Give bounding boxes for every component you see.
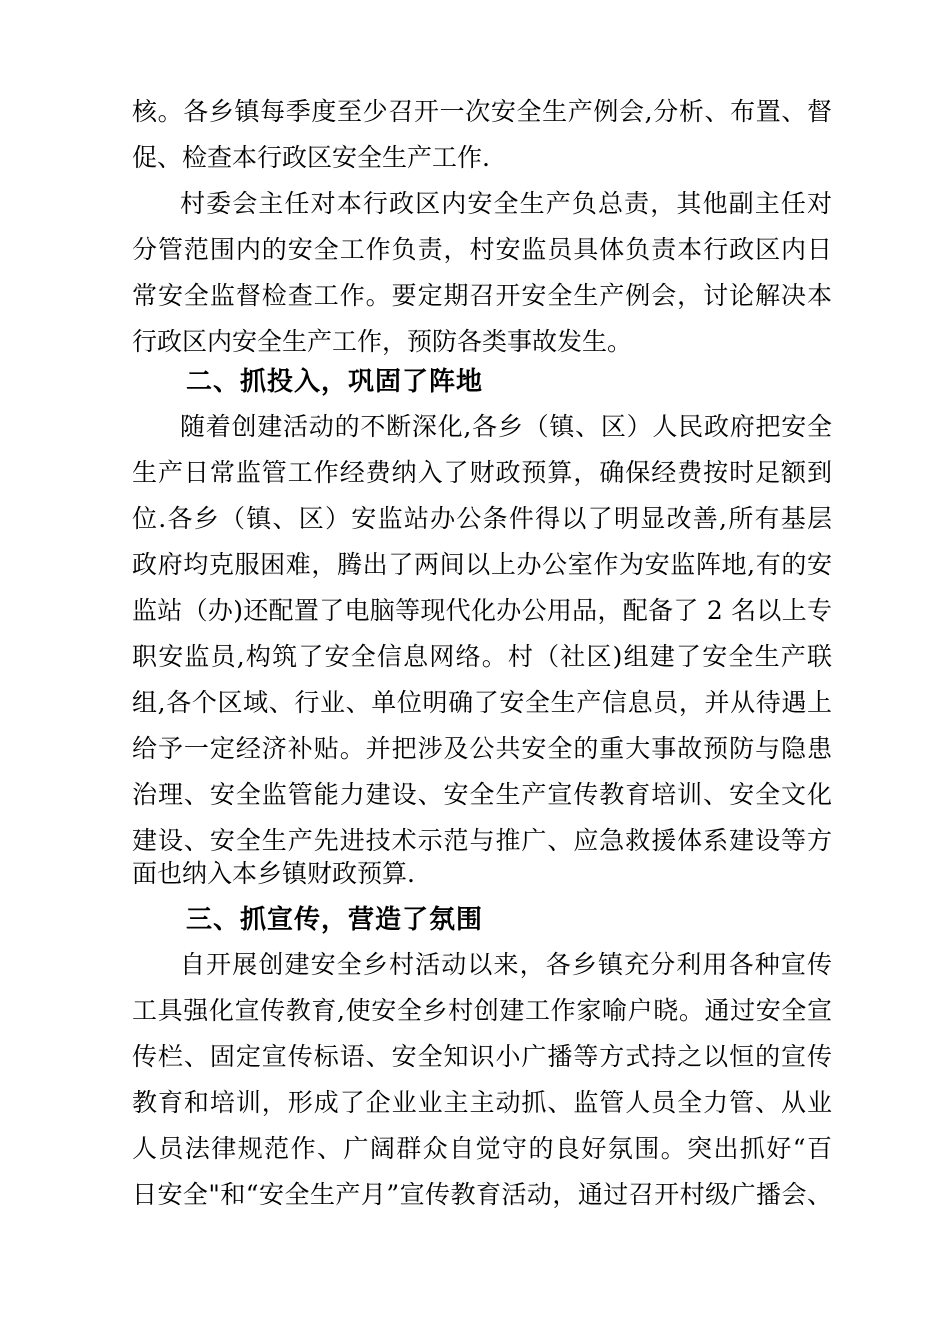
paragraph-2-line-4: 行政区内安全生产工作，预防各类事故发生。 [132, 327, 633, 356]
section-heading-3: 三、抓宣传，营造了氛围 [186, 905, 484, 935]
paragraph-3-line-10: 建设、安全生产先进技术示范与推广、应急救援体系建设等方 [132, 826, 832, 855]
paragraph-3-line-11: 面也纳入本乡镇财政预算. [132, 859, 415, 888]
section-heading-2: 二、抓投入，巩固了阵地 [186, 367, 484, 397]
paragraph-4-line-2: 工具强化宣传教育,使安全乡村创建工作家喻户晓。通过安全宣 [132, 996, 832, 1025]
paragraph-3-line-7: 组,各个区域、行业、单位明确了安全生产信息员，并从待遇上 [132, 688, 832, 717]
paragraph-3-line-1: 随着创建活动的不断深化,各乡（镇、区）人民政府把安全 [180, 412, 832, 441]
paragraph-4-line-4: 教育和培训，形成了企业业主主动抓、监管人员全力管、从业 [132, 1088, 832, 1117]
paragraph-4-line-5: 人员法律规范作、广阔群众自觉守的良好氛围。突出抓好“百 [132, 1134, 832, 1163]
paragraph-2-line-3: 常安全监督检查工作。要定期召开安全生产例会，讨论解决本 [132, 281, 832, 310]
paragraph-4-line-1: 自开展创建安全乡村活动以来，各乡镇充分利用各种宣传 [180, 950, 832, 979]
paragraph-3-line-6: 职安监员,构筑了安全信息网络。村（社区)组建了安全生产联 [132, 642, 832, 671]
paragraph-3-line-4: 政府均克服困难，腾出了两间以上办公室作为安监阵地,有的安 [132, 550, 832, 579]
paragraph-3-line-2: 生产日常监管工作经费纳入了财政预算，确保经费按时足额到 [132, 458, 832, 487]
paragraph-1-line-1: 核。各乡镇每季度至少召开一次安全生产例会,分析、布置、督 [132, 97, 832, 126]
paragraph-4-line-3: 传栏、固定宣传标语、安全知识小广播等方式持之以恒的宣传 [132, 1042, 832, 1071]
paragraph-3-line-5: 监站（办)还配置了电脑等现代化办公用品，配备了 2 名以上专 [132, 596, 832, 625]
paragraph-3-line-3: 位.各乡（镇、区）安监站办公条件得以了明显改善,所有基层 [132, 504, 832, 533]
paragraph-2-line-1: 村委会主任对本行政区内安全生产负总责，其他副主任对 [180, 189, 832, 218]
paragraph-3-line-9: 治理、安全监管能力建设、安全生产宣传教育培训、安全文化 [132, 780, 832, 809]
paragraph-1-line-2: 促、检查本行政区安全生产工作. [132, 143, 490, 172]
paragraph-2-line-2: 分管范围内的安全工作负责，村安监员具体负责本行政区内日 [132, 235, 832, 264]
paragraph-4-line-6: 日安全"和“安全生产月”宣传教育活动，通过召开村级广播会、 [132, 1180, 832, 1209]
paragraph-3-line-8: 给予一定经济补贴。并把涉及公共安全的重大事故预防与隐患 [132, 734, 832, 763]
